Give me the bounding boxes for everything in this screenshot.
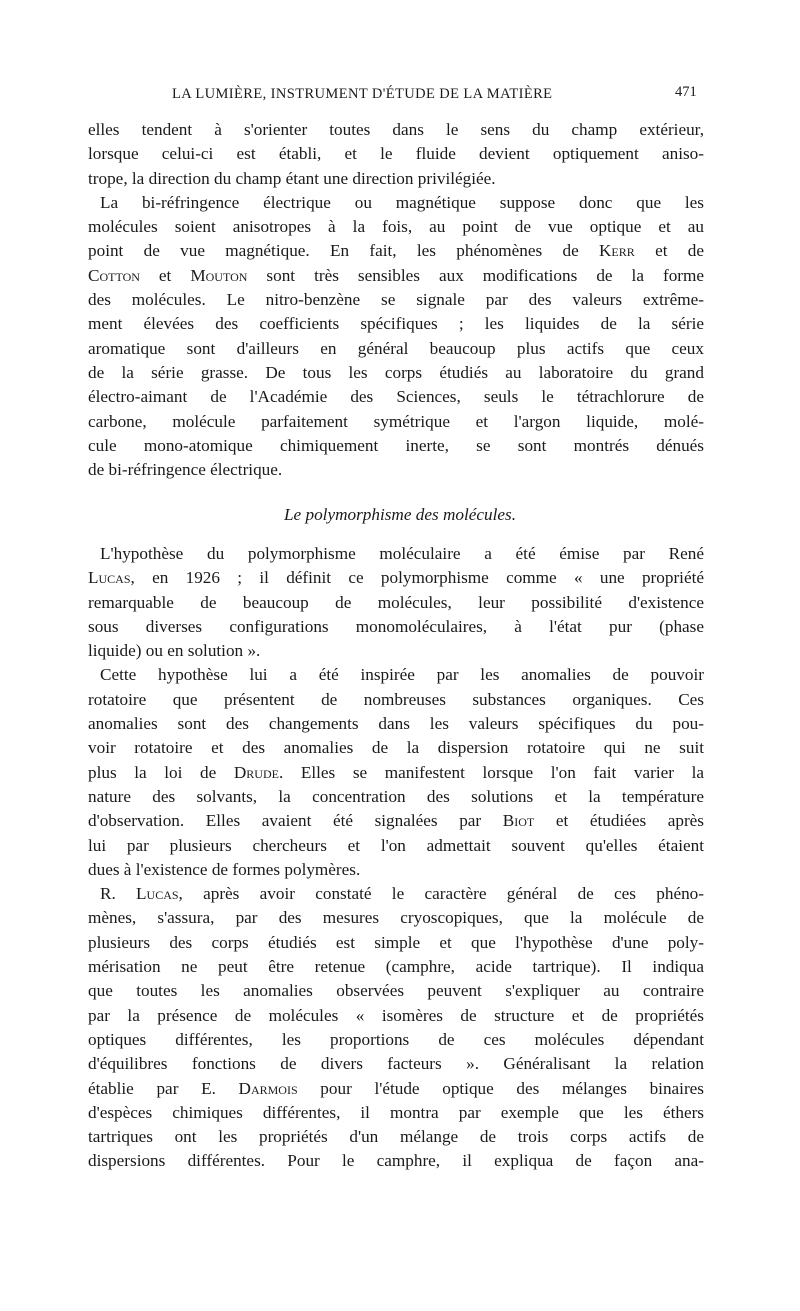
text-line: dispersions différentes. Pour le camphre, il expliqua de façon ana- xyxy=(88,1151,704,1171)
author-name-cotton: Cotton xyxy=(88,265,140,285)
text-line: molécules soient anisotropes à la fois, au point de vue optique et au xyxy=(88,217,704,237)
text-line: La bi-réfringence électrique ou magnétique suppose donc que les xyxy=(100,192,704,212)
text-line: rotatoire que présentent de nombreuses substances organiques. Ces xyxy=(88,689,704,709)
section-heading: Le polymorphisme des molécules. xyxy=(284,505,516,524)
text-line: plusieurs des corps étudiés est simple et que l'hypothèse d'une poly- xyxy=(88,932,704,952)
body-text-upper xyxy=(88,118,704,482)
body-text-lower xyxy=(88,542,704,1174)
text-line: elles tendent à s'orienter toutes dans le sens du champ extérieur, xyxy=(88,120,704,139)
text-line: par la présence de molécules « isomères de structure et de propriétés xyxy=(88,1005,704,1025)
text-line: Cette hypothèse lui a été inspirée par les anomalies de pouvoir xyxy=(100,665,704,685)
text-line: cule mono-atomique chimiquement inerte, se sont montrés dénués xyxy=(88,435,704,455)
text-line: ment élevées des coefficients spécifiques ; les liquides de la série xyxy=(88,314,704,334)
text-line: établie par E. Darmois pour l'étude optique des mélanges binaires xyxy=(88,1078,704,1098)
text-line: que toutes les anomalies observées peuvent s'expliquer au contraire xyxy=(88,981,704,1001)
text-line: des molécules. Le nitro-benzène se signale par des valeurs extrême- xyxy=(88,290,704,310)
author-name-lucas: Lucas xyxy=(136,884,179,904)
text-line: de la série grasse. De tous les corps étudiés au laboratoire du grand xyxy=(88,362,704,382)
text-line: plus la loi de Drude. Elles se manifestent lorsque l'on fait varier la xyxy=(88,762,704,782)
author-name-mouton: Mouton xyxy=(190,265,248,285)
author-name-biot: Biot xyxy=(502,811,535,831)
text-line: anomalies sont des changements dans les valeurs spécifiques du pou- xyxy=(88,714,704,734)
text-line: dues à l'existence de formes polymères. xyxy=(88,859,361,879)
text-line: voir rotatoire et des anomalies de la dispersion rotatoire qui ne suit xyxy=(88,738,704,758)
text-line: L'hypothèse du polymorphisme moléculaire a été émise par René xyxy=(100,544,704,563)
text-line: point de vue magnétique. En fait, les phénomènes de Kerr et de xyxy=(88,241,704,261)
text-line: lorsque celui-ci est établi, et le fluide devient optiquement aniso- xyxy=(88,144,704,164)
author-name-kerr: Kerr xyxy=(599,241,635,261)
running-title: LA LUMIÈRE, INSTRUMENT D'ÉTUDE DE LA MATIÈRE xyxy=(172,86,553,102)
text-line: trope, la direction du champ étant une direction privilégiée. xyxy=(88,168,496,188)
text-line: d'observation. Elles avaient été signalées par Biot et étudiées après xyxy=(88,811,704,831)
text-line: Cotton et Mouton sont très sensibles aux modifications de la forme xyxy=(88,265,705,285)
text-line: Lucas, en 1926 ; il définit ce polymorphisme comme « une propriété xyxy=(88,568,704,588)
text-line: aromatique sont d'ailleurs en général beaucoup plus actifs que ceux xyxy=(88,338,704,358)
page-number: 471 xyxy=(675,84,697,100)
author-name-drude: Drude xyxy=(233,762,279,782)
text-line: tartriques ont les propriétés d'un mélange de trois corps actifs de xyxy=(88,1127,704,1147)
text-line: d'espèces chimiques différentes, il montra par exemple que les éthers xyxy=(88,1102,704,1122)
text-line: liquide) ou en solution ». xyxy=(88,641,261,661)
text-line: remarquable de beaucoup de molécules, leur possibilité d'existence xyxy=(88,592,704,612)
text-line: mènes, s'assura, par des mesures cryoscopiques, que la molécule de xyxy=(88,908,704,928)
text-line: R. Lucas, après avoir constaté le caractère général de ces phéno- xyxy=(100,884,704,904)
text-line: nature des solvants, la concentration des solutions et la température xyxy=(88,786,704,806)
text-line: d'équilibres fonctions de divers facteurs ». Généralisant la relation xyxy=(88,1054,704,1074)
author-name-darmois: Darmois xyxy=(238,1078,298,1098)
text-line: optiques différentes, les proportions de ces molécules dépendant xyxy=(88,1029,704,1049)
text-line: électro-aimant de l'Académie des Sciences, seuls le tétrachlorure de xyxy=(88,387,704,407)
text-line: de bi-réfringence électrique. xyxy=(88,460,283,480)
text-line: mérisation ne peut être retenue (camphre, acide tartrique). Il indiqua xyxy=(88,957,704,977)
text-line: carbone, molécule parfaitement symétrique et l'argon liquide, molé- xyxy=(88,411,704,431)
text-line: lui par plusieurs chercheurs et l'on admettait souvent qu'elles étaient xyxy=(88,835,704,855)
author-name-lucas: Lucas xyxy=(88,568,131,588)
text-line: sous diverses configurations monomoléculaires, à l'état pur (phase xyxy=(88,616,704,636)
